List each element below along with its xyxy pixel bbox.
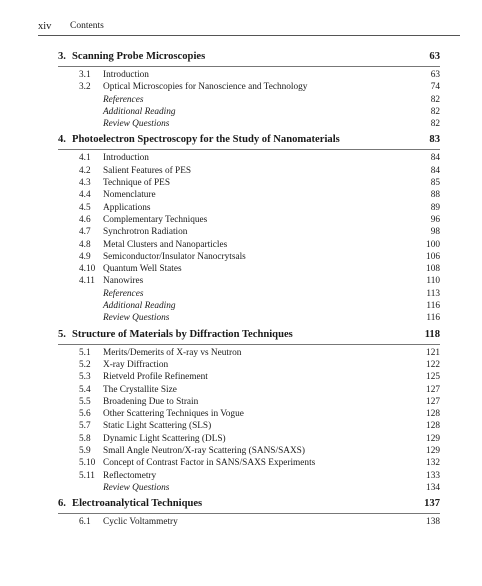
entry-page: 89 bbox=[430, 202, 440, 213]
toc-subentry[interactable] bbox=[0, 288, 482, 300]
toc-entry[interactable] bbox=[0, 189, 482, 201]
toc-entry[interactable] bbox=[0, 445, 482, 457]
toc-subentry[interactable] bbox=[0, 482, 482, 494]
entry-title: Other Scattering Techniques in Vogue bbox=[103, 409, 244, 420]
entry-title: Synchrotron Radiation bbox=[103, 227, 188, 238]
entry-number: 5.7 bbox=[79, 421, 91, 432]
toc-entry[interactable] bbox=[0, 251, 482, 263]
toc-subentry[interactable] bbox=[0, 118, 482, 130]
toc-entry[interactable] bbox=[0, 384, 482, 396]
toc-entry[interactable] bbox=[0, 347, 482, 359]
chapter-rule bbox=[58, 344, 440, 345]
entry-title: Rietveld Profile Refinement bbox=[103, 372, 208, 383]
entry-number: 5.6 bbox=[79, 409, 91, 420]
toc-entry[interactable] bbox=[0, 371, 482, 383]
header-rule bbox=[38, 35, 460, 36]
entry-page: 133 bbox=[426, 470, 440, 481]
entry-title: References bbox=[103, 288, 144, 299]
entry-title: Cyclic Voltammetry bbox=[103, 517, 178, 528]
entry-title: Salient Features of PES bbox=[103, 165, 192, 176]
toc-entry[interactable] bbox=[0, 396, 482, 408]
entry-title: Semiconductor/Insulator Nanocrytsals bbox=[103, 251, 246, 262]
toc-subentry[interactable] bbox=[0, 94, 482, 106]
entry-number: 5.9 bbox=[79, 446, 91, 457]
toc-entry[interactable] bbox=[0, 177, 482, 189]
entry-title: Nomenclature bbox=[103, 190, 156, 201]
entry-page: 129 bbox=[426, 433, 440, 444]
entry-title: Concept of Contrast Factor in SANS/SAXS Experiments bbox=[103, 458, 316, 469]
toc-entry[interactable] bbox=[0, 457, 482, 469]
entry-number: 4.1 bbox=[79, 153, 91, 164]
entry-page: 116 bbox=[426, 301, 440, 312]
entry-page: 125 bbox=[426, 372, 440, 383]
chapter-number: 3. bbox=[58, 51, 66, 62]
chapter-heading[interactable] bbox=[0, 496, 482, 512]
chapter-block bbox=[0, 132, 482, 324]
entry-number: 5.1 bbox=[79, 347, 91, 358]
entry-title: Optical Microscopies for Nanoscience and Technology bbox=[103, 82, 308, 93]
toc-entry[interactable] bbox=[0, 81, 482, 93]
chapter-heading[interactable] bbox=[0, 49, 482, 65]
entry-number: 4.3 bbox=[79, 178, 91, 189]
entry-page: 85 bbox=[430, 178, 440, 189]
entry-page: 96 bbox=[430, 214, 440, 225]
chapter-block bbox=[0, 49, 482, 130]
entry-page: 116 bbox=[426, 313, 440, 324]
entry-page: 88 bbox=[430, 190, 440, 201]
entry-title: Merits/Demerits of X-ray vs Neutron bbox=[103, 347, 242, 358]
toc-subentry[interactable] bbox=[0, 300, 482, 312]
toc-entry[interactable] bbox=[0, 165, 482, 177]
entry-page: 63 bbox=[430, 70, 440, 80]
entry-title: Nanowires bbox=[103, 276, 144, 287]
entry-page: 106 bbox=[426, 251, 440, 262]
entry-page: 82 bbox=[430, 94, 440, 105]
entry-number: 5.11 bbox=[79, 470, 95, 481]
toc-entry[interactable] bbox=[0, 263, 482, 275]
entry-page: 82 bbox=[430, 119, 440, 130]
toc-subentry[interactable] bbox=[0, 312, 482, 324]
chapter-page: 83 bbox=[429, 134, 440, 146]
toc-entry[interactable] bbox=[0, 152, 482, 164]
chapter-number: 6. bbox=[58, 498, 66, 510]
entry-title: Metal Clusters and Nanoparticles bbox=[103, 239, 228, 250]
entry-number: 5.8 bbox=[79, 433, 91, 444]
toc-entry[interactable] bbox=[0, 275, 482, 287]
toc-entry[interactable] bbox=[0, 516, 482, 528]
entry-title: Additional Reading bbox=[103, 106, 176, 117]
entry-page: 132 bbox=[426, 458, 440, 469]
entry-page: 84 bbox=[430, 165, 440, 176]
entry-title: Additional Reading bbox=[103, 301, 176, 312]
toc-entry[interactable] bbox=[0, 239, 482, 251]
entry-title: Review Questions bbox=[103, 482, 170, 493]
entry-number: 4.7 bbox=[79, 227, 91, 238]
entry-page: 108 bbox=[426, 264, 440, 275]
toc-entry[interactable] bbox=[0, 470, 482, 482]
entry-number: 3.2 bbox=[79, 82, 91, 93]
entry-title: Technique of PES bbox=[103, 178, 170, 189]
entry-page: 121 bbox=[426, 347, 440, 358]
table-of-contents bbox=[0, 49, 482, 529]
toc-entry[interactable] bbox=[0, 202, 482, 214]
entry-title: Review Questions bbox=[103, 313, 170, 324]
entry-title: Introduction bbox=[103, 153, 149, 164]
entry-number: 5.2 bbox=[79, 359, 91, 370]
entry-number: 5.10 bbox=[79, 458, 96, 469]
chapter-rule bbox=[58, 66, 440, 67]
entry-page: 82 bbox=[430, 106, 440, 117]
entry-number: 5.4 bbox=[79, 384, 91, 395]
entry-page: 134 bbox=[426, 482, 440, 493]
chapter-title: Photoelectron Spectroscopy for the Study of Nanomaterials bbox=[72, 134, 340, 146]
chapter-rule bbox=[58, 149, 440, 150]
entry-page: 129 bbox=[426, 446, 440, 457]
entry-page: 84 bbox=[430, 153, 440, 164]
entry-page: 128 bbox=[426, 421, 440, 432]
entry-number: 3.1 bbox=[79, 70, 91, 80]
chapter-title: Electroanalytical Techniques bbox=[72, 498, 203, 510]
entry-number: 6.1 bbox=[79, 517, 91, 528]
chapter-heading[interactable] bbox=[0, 327, 482, 343]
chapter-rule bbox=[58, 513, 440, 514]
chapter-number: 5. bbox=[58, 328, 66, 340]
entry-number: 4.2 bbox=[79, 165, 91, 176]
chapter-heading[interactable] bbox=[0, 132, 482, 148]
chapter-number: 4. bbox=[58, 134, 66, 146]
chapter-block bbox=[0, 327, 482, 495]
entry-number: 4.8 bbox=[79, 239, 91, 250]
toc-entry[interactable] bbox=[0, 226, 482, 238]
entry-title: Applications bbox=[103, 202, 151, 213]
entry-title: Introduction bbox=[103, 70, 149, 80]
entry-page: 127 bbox=[426, 384, 440, 395]
page-number: xiv bbox=[38, 21, 52, 32]
entry-title: Review Questions bbox=[103, 119, 170, 130]
entry-number: 4.4 bbox=[79, 190, 91, 201]
entry-number: 4.10 bbox=[79, 264, 96, 275]
entry-title: Small Angle Neutron/X-ray Scattering (SANS/SAXS) bbox=[103, 446, 305, 457]
entry-number: 5.3 bbox=[79, 372, 91, 383]
entry-page: 127 bbox=[426, 396, 440, 407]
entry-number: 4.5 bbox=[79, 202, 91, 213]
entry-title: The Crystallite Size bbox=[103, 384, 177, 395]
chapter-title: Scanning Probe Microscopies bbox=[72, 51, 206, 62]
entry-page: 138 bbox=[426, 517, 440, 528]
toc-entry[interactable] bbox=[0, 408, 482, 420]
chapter-page: 118 bbox=[424, 328, 440, 340]
entry-title: X-ray Diffraction bbox=[103, 359, 169, 370]
entry-title: Static Light Scattering (SLS) bbox=[103, 421, 212, 432]
entry-title: Quantum Well States bbox=[103, 264, 182, 275]
toc-entry[interactable] bbox=[0, 420, 482, 432]
toc-entry[interactable] bbox=[0, 359, 482, 371]
chapter-page: 137 bbox=[424, 498, 440, 510]
toc-subentry[interactable] bbox=[0, 106, 482, 118]
entry-page: 128 bbox=[426, 409, 440, 420]
chapter-block bbox=[0, 496, 482, 528]
entry-title: References bbox=[103, 94, 144, 105]
entry-page: 110 bbox=[426, 276, 440, 287]
entry-title: Dynamic Light Scattering (DLS) bbox=[103, 433, 226, 444]
entry-page: 100 bbox=[426, 239, 440, 250]
chapter-title: Structure of Materials by Diffraction Techniques bbox=[72, 328, 293, 340]
entry-number: 4.11 bbox=[79, 276, 95, 287]
entry-page: 98 bbox=[430, 227, 440, 238]
toc-entry[interactable] bbox=[0, 69, 482, 81]
entry-title: Reflectometry bbox=[103, 470, 157, 481]
entry-page: 74 bbox=[430, 82, 440, 93]
entry-title: Broadening Due to Strain bbox=[103, 396, 199, 407]
entry-number: 4.6 bbox=[79, 214, 91, 225]
entry-number: 4.9 bbox=[79, 251, 91, 262]
running-title: Contents bbox=[70, 21, 104, 31]
chapter-page: 63 bbox=[429, 51, 440, 62]
entry-title: Complementary Techniques bbox=[103, 214, 208, 225]
entry-page: 122 bbox=[426, 359, 440, 370]
toc-entry[interactable] bbox=[0, 433, 482, 445]
entry-number: 5.5 bbox=[79, 396, 91, 407]
toc-entry[interactable] bbox=[0, 214, 482, 226]
entry-page: 113 bbox=[426, 288, 440, 299]
